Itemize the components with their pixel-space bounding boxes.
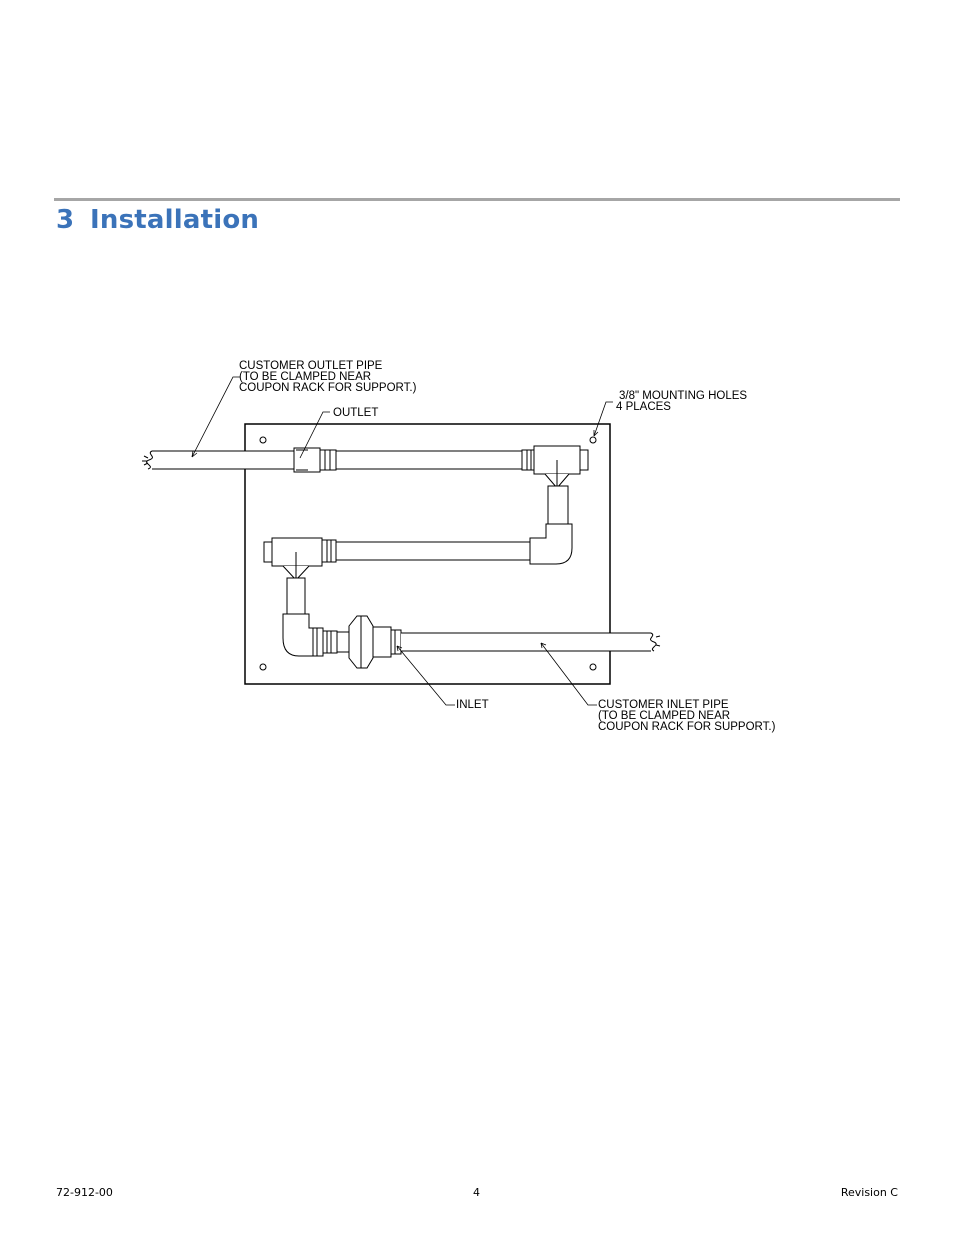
mounting-holes-label-2: 4 PLACES (616, 401, 671, 413)
footer-revision: Revision C (840, 1186, 898, 1199)
customer-inlet-pipe (401, 633, 660, 651)
section-title: Installation (90, 205, 260, 235)
section-number: 3 (56, 205, 75, 235)
mounting-holes-label-1: 3/8" MOUNTING HOLES (619, 390, 748, 402)
inlet-pipe-label-1: CUSTOMER INLET PIPE (598, 699, 729, 711)
outlet-pipe-label-1: CUSTOMER OUTLET PIPE (239, 360, 383, 372)
footer-page-number: 4 (473, 1186, 480, 1199)
section-rule (54, 198, 900, 201)
outlet-pipe-label-3: COUPON RACK FOR SUPPORT.) (239, 382, 417, 394)
middle-pipe (322, 540, 530, 562)
top-pipe (336, 450, 536, 470)
left-elbow (283, 614, 313, 656)
left-vertical-pipe (287, 578, 305, 614)
right-vertical-pipe (548, 486, 568, 524)
outlet-fitting (294, 448, 336, 472)
inlet-pipe-label-3: COUPON RACK FOR SUPPORT.) (598, 721, 776, 733)
outlet-pipe-label-2: (TO BE CLAMPED NEAR (239, 371, 372, 383)
outlet-label: OUTLET (333, 407, 379, 419)
inlet-label: INLET (456, 699, 489, 711)
customer-outlet-pipe (142, 451, 294, 469)
installation-diagram (0, 340, 954, 750)
section-heading (56, 205, 259, 235)
inlet-pipe-label-2: (TO BE CLAMPED NEAR (598, 710, 731, 722)
footer-doc-number: 72-912-00 (56, 1186, 113, 1199)
